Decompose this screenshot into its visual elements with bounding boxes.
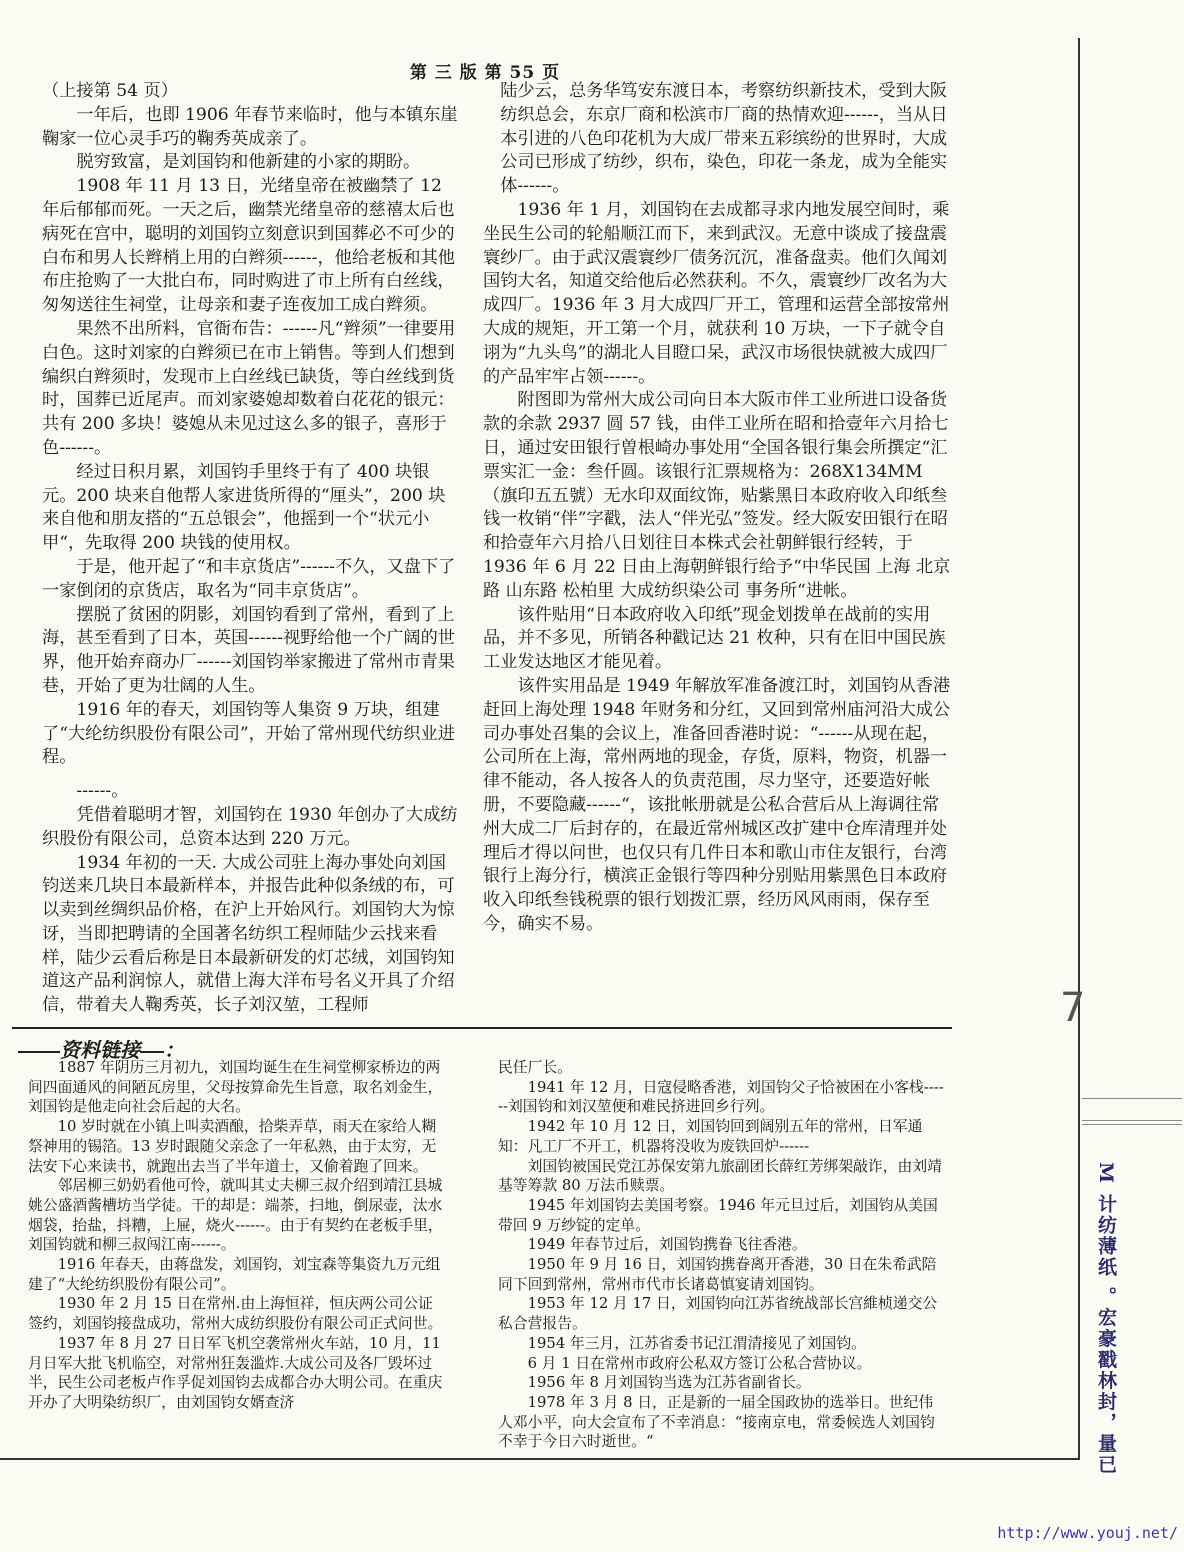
timeline-entry: 刘国钧被国民党江苏保安第九旅副团长薛红芳绑架敲诈，由刘靖基等筹款 80 万法币赎票。 bbox=[498, 1157, 942, 1195]
side-rule bbox=[1082, 1124, 1182, 1125]
paragraph: ------。 bbox=[76, 781, 129, 802]
paragraph: 1936 年 1 月，刘国钧在去成都寻求内地发展空间时，乘坐民生公司的轮船顺江而下，来到武汉。无意中谈成了接盘震寰纱厂。由于武汉震寰纱厂债务沉沉，准备盘卖。他们久闻刘国钧大名，知道交给他后必然获利。不久，震寰纱厂改名为大成四厂。1936 年 3 月大成四厂开工，管理和运营全部按常州大成的规矩，开工第一个月，就获利 10 万块，一下子就令自诩为“九头鸟”的湖北人目瞪口呆，武汉市场很快就被大成四厂的产品牢牢占领------。 bbox=[483, 199, 950, 387]
timeline-entry: 1953 年 12 月 17 日，刘国钧向江苏省统战部长宫維桢递交公私合营报告。 bbox=[498, 1295, 938, 1333]
title-dash bbox=[18, 1051, 60, 1053]
page-header: 第 三 版 第 55 页 bbox=[409, 63, 561, 83]
timeline-entry: 1937 年 8 月 27 日日军飞机空袭常州火车站，10 月，11 月日军大批飞机临空，对常州狂轰滥炸.大成公司及各厂毁坏过半，民生公司老板卢作孚促刘国钧去成都合办大明公司。在重庆开办了大明染纺织厂，由刘国钧女婿查济 bbox=[28, 1334, 443, 1411]
side-rule bbox=[1082, 1120, 1182, 1121]
side-edge-mark: 7 bbox=[1060, 985, 1086, 1031]
paragraph: 该件贴用“日本政府收入印纸”现金划拨单在战前的实用品，并不多见，所销各种戳记达 21 枚种，只有在旧中国民族工业发达地区才能见着。 bbox=[483, 604, 946, 673]
timeline-entry: 1950 年 9 月 16 日，刘国钧携眷离开香港，30 日在朱希武陪同下回到常州，常州市代市长诸葛慎宴请刘国钧。 bbox=[498, 1256, 937, 1293]
timeline-entry: 1949 年春节过后，刘国钧携眷飞往香港。 bbox=[527, 1236, 807, 1254]
timeline-entry: 6 月 1 日在常州市政府公私双方签订公私合营协议。 bbox=[527, 1354, 872, 1372]
page-border-right bbox=[1078, 38, 1080, 1458]
paragraph: 1908 年 11 月 13 日，光绪皇帝在被幽禁了 12 年后郁郁而死。一天之后，幽禁光绪皇帝的慈禧太后也病死在宫中，聪明的刘国钧立刻意识到国葬必不可少的白布和男人长辫梢上用的白辫须------，他给老板和其他布庄抢购了一大批白布，同时购进了市上所有白丝线，匆匆送往生祠堂，让母亲和妻子连夜加工成白辫须。 bbox=[42, 176, 455, 316]
timeline-entry: 1942 年 10 月 12 日，刘国钧回到阔别五年的常州，日军通知：凡工厂不开工，机器将没收为废铁回炉------ bbox=[498, 1118, 923, 1155]
paragraph: 1934 年初的一天. 大成公司驻上海办事处向刘国钧送来几块日本最新样本，并报告此种似条绒的布，可以卖到丝绸织品价格，在沪上开始风行。刘国钧大为惊讶，当即把聘请的全国著名纺织工程师陆少云找来看样，陆少云看后称是日本最新研发的灯芯绒，刘国钧知道这产品利润惊人，就借上海大洋布号名义开具了介绍信，带着夫人鞠秀英，长子刘汉堃，工程师 bbox=[42, 852, 455, 1016]
timeline-entry: 1954 年三月，江苏省委书记江渭清接见了刘国钧。 bbox=[527, 1334, 866, 1352]
continuation-note: （上接第 54 页） bbox=[42, 81, 178, 101]
timeline-entry: 1941 年 12 月，日寇侵略香港，刘国钧父子恰被困在小客栈------刘国钧和刘汉堃便和难民挤进回乡行列。 bbox=[498, 1078, 944, 1116]
timeline-entry: 邻居柳三奶奶看他可怜，就叫其丈夫柳三叔介绍到靖江县城姚公盛酒酱槽坊当学徒。干的却是：端茶，扫地，倒尿壶，汰水烟袋，抬盐，抖糟，上屉，烧火------。由于有契约在老板手里，刘国钧就和柳三叔闯江南------。 bbox=[28, 1177, 443, 1254]
timeline-entry: 1978 年 3 月 8 日，正是新的一届全国政协的选举日。世纪伟人邓小平，向大会宣布了不幸消息：“接南京电，常委候选人刘国钧不幸于今日六时逝世。“ bbox=[498, 1393, 935, 1451]
info-box-title-text: 资料链接 bbox=[60, 1038, 140, 1062]
timeline-entry: 1930 年 2 月 15 日在常州.由上海恒祥，恒庆两公司公证签约，刘国钧接盘成功，常州大成纺织股份有限公司正式问世。 bbox=[28, 1295, 443, 1333]
info-box-title-colon: ： bbox=[164, 1038, 184, 1062]
side-vertical-text: M 计纺薄纸 。宏豪戳林封，量已 bbox=[1095, 1162, 1117, 1476]
right-column bbox=[483, 80, 951, 937]
timeline-entry: 10 岁时就在小镇上叫卖酒酿，拾柴弄草，雨天在家给人糊祭神用的锡箔。13 岁时跟随父亲念了一年私熟，由于太穷，无法安下心来读书，就跑出去当了半年道士，又偷着跑了回来。 bbox=[28, 1118, 437, 1175]
paragraph: 果然不出所料，官衙布告：------凡“辫须”一律要用白色。这时刘家的白辫须已在市上销售。等到人们想到编织白辫须时，发现市上白丝线已缺货，等白丝线到货时，国葬已近尾声。而刘家婆媳却数着白花花的银元：共有 200 多块！婆媳从未见过这么多的银子，喜形于色------。 bbox=[42, 318, 456, 458]
side-rule bbox=[1082, 1098, 1182, 1099]
timeline-entry: 1887 年阴历三月初九，刘国均诞生在生祠堂柳家桥边的两间四面通风的间陋瓦房里，父母按算命先生旨意，取名刘金生，刘国钧是他走向社会后起的大名。 bbox=[28, 1059, 443, 1116]
left-column bbox=[42, 80, 460, 1018]
paragraph: 1916 年的春天，刘国钧等人集资 9 万块，组建了“大纶纺织股份有限公司”，开始了常州现代纺织业进程。 bbox=[42, 699, 455, 768]
paragraph: 摆脱了贫困的阴影，刘国钧看到了常州，看到了上海，甚至看到了日本，英国------视野给他一个广阔的世界，他开始弃商办厂------刘国钧举家搬进了常州市青果巷，开始了更为壮阔的人生。 bbox=[42, 604, 455, 696]
timeline-entry: 1916 年春天，由蒋盘发，刘国钧，刘宝森等集资九万元组建了“大纶纺织股份有限公司”。 bbox=[28, 1256, 441, 1293]
info-box-left-column bbox=[28, 1058, 446, 1413]
paragraph: 脱穷致富，是刘国钧和他新建的小家的期盼。 bbox=[76, 152, 421, 173]
section-divider bbox=[12, 1027, 952, 1029]
page-border-bottom bbox=[0, 1458, 1080, 1460]
paragraph: 陆少云，总务华笃安东渡日本，考察纺织新技术，受到大阪纺织总会，东京厂商和松滨市厂商的热情欢迎------，当从日本引进的八色印花机为大成厂带来五彩缤纷的世界时，大成公司已形成了纺纱，织布，染色，印花一条龙，成为全能实体------。 bbox=[500, 81, 948, 197]
paragraph: 经过日积月累，刘国钧手里终于有了 400 块银元。200 块来自他帮人家进货所得的“厘头”，200 块来自他和朋友搭的“五总银会”，他摇到一个“状元小甲“，先取得 200 块钱的使用权。 bbox=[42, 461, 446, 554]
source-watermark: http://www.youj.net/ bbox=[997, 1524, 1178, 1542]
paragraph: 一年后，也即 1906 年春节来临时，他与本镇东崖鞠家一位心灵手巧的鞠秀英成亲了。 bbox=[42, 104, 458, 149]
paragraph: 凭借着聪明才智，刘国钧在 1930 年创办了大成纺织股份有限公司，总资本达到 220 万元。 bbox=[42, 804, 458, 849]
title-dash bbox=[140, 1051, 164, 1053]
paragraph: 附图即为常州大成公司向日本大阪市伴工业所进口设备货款的余款 2937 圆 57 钱，由伴工业所在昭和拾壹年六月拾七日，通过安田银行曽根崎办事处用“全国各银行集会所撰定“汇票实汇一金：叁仟圆。该银行汇票规格为：268X134MM（旗印五五號）无水印双面纹饰，贴紫黑日本政府收入印纸叁钱一枚销“伴”字戳，法人“伴光弘”签发。经大阪安田银行在昭和拾壹年六月拾八日划往日本株式会社朝鲜银行经转，于 1936 年 6 月 22 日由上海朝鲜银行给予“中华民国 上海 北京路 山东路 松柏里 大成纺织染公司 事务所“进帐。 bbox=[483, 390, 951, 601]
info-box-right-column bbox=[498, 1058, 946, 1452]
paragraph: 该件实用品是 1949 年解放军准备渡江时，刘国钧从香港赶回上海处理 1948 年财务和分红，又回到常州庙河沿大成公司办事处召集的会议上，准备回香港时说：“------从现在起，公司所在上海，常州两地的现金，存货，原料，物资，机器一律不能动，各人按各人的负责范围，尽力坚守，还要造好帐册，不要隐藏------“，该批帐册就是公私合营后从上海调往常州大成二厂后封存的，在最近常州城区改扩建中仓库清理并处理后才得以问世，也仅只有几件日本和歌山市住友银行，台湾银行上海分行，横滨正金银行等四种分别贴用紫黑色日本政府收入印纸叁钱税票的银行划拨汇票，经历风风雨雨，保存至今，确实不易。 bbox=[483, 675, 951, 934]
timeline-entry: 民任厂长。 bbox=[498, 1059, 572, 1076]
timeline-entry: 1956 年 8 月刘国钧当选为江苏省副省长。 bbox=[527, 1374, 811, 1392]
paragraph: 于是，他开起了“和丰京货店”------不久，又盘下了一家倒闭的京货店，取名为“同丰京货店”。 bbox=[42, 556, 456, 601]
timeline-entry: 1945 年刘国钧去美国考察。1946 年元旦过后，刘国钧从美国带回 9 万纱锭的定单。 bbox=[498, 1196, 938, 1234]
